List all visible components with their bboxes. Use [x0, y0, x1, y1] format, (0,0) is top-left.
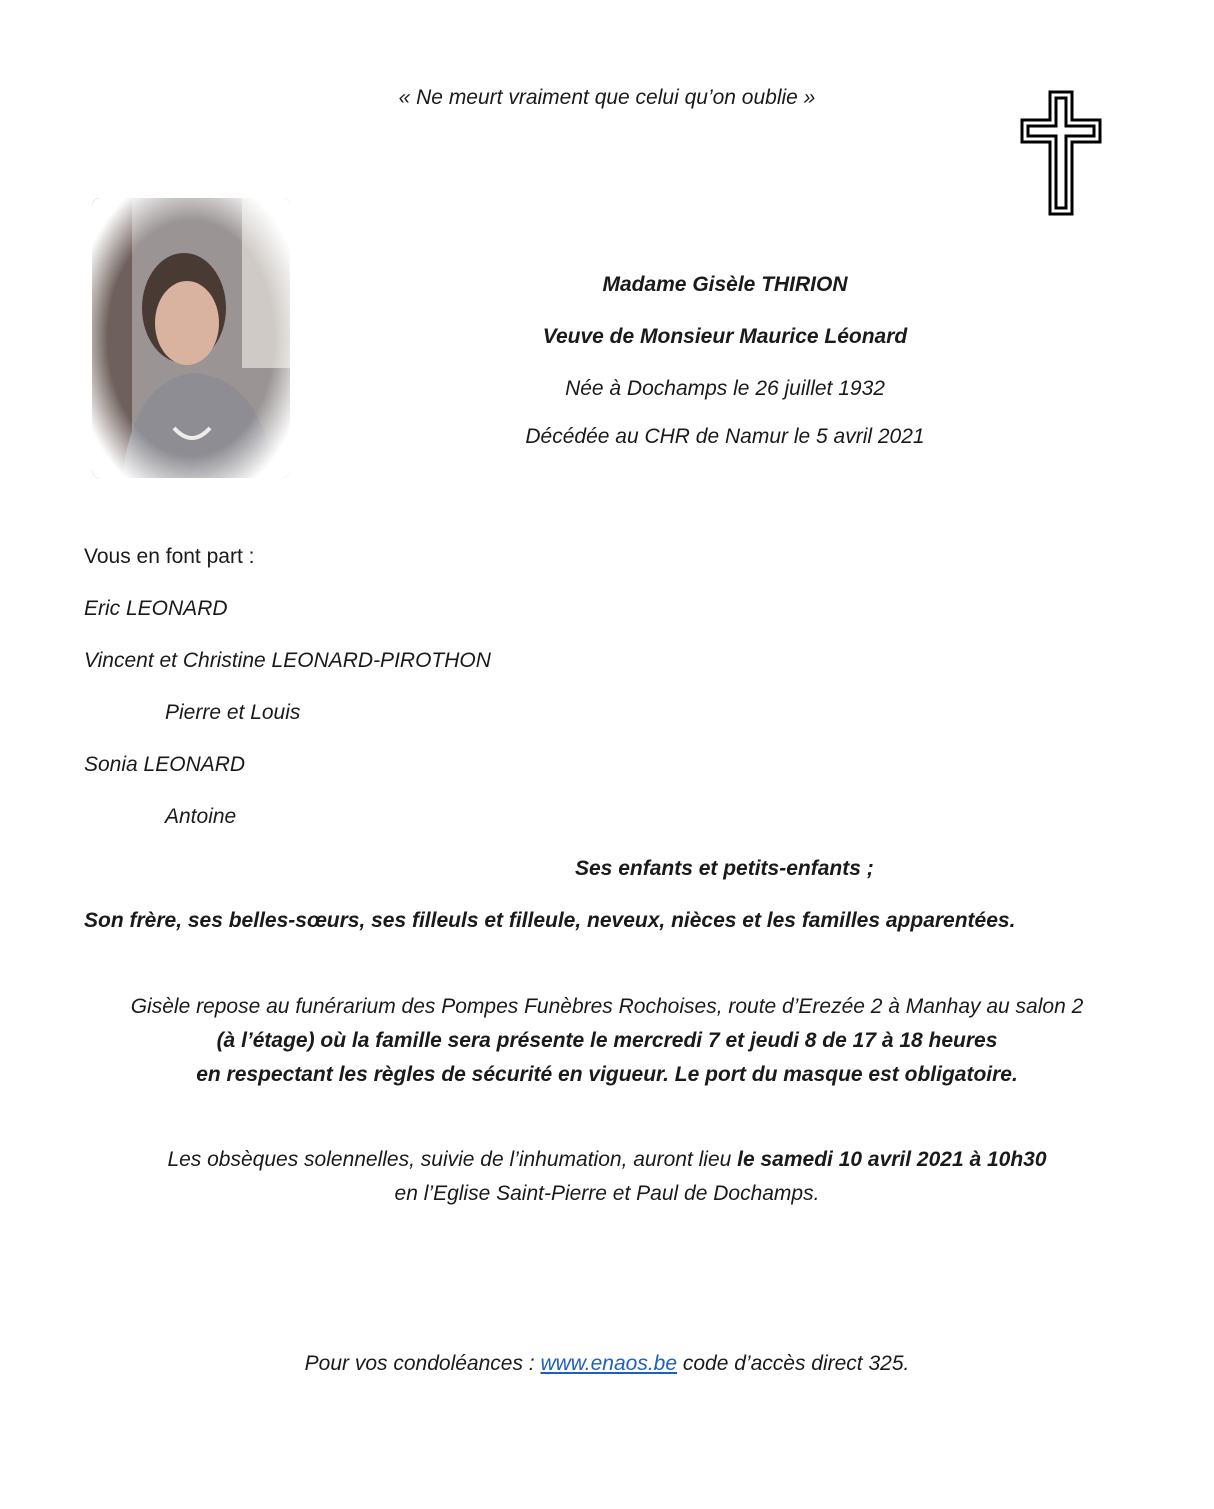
family-member: Vincent et Christine LEONARD-PIROTHON: [84, 649, 491, 672]
visitation-line-3: en respectant les règles de sécurité en vigueur. Le port du masque est obligatoire.: [196, 1063, 1018, 1086]
funeral-line: [0, 1148, 1214, 1172]
family-member: Antoine: [165, 805, 237, 828]
relatives-line: Son frère, ses belles-sœurs, ses filleuls et filleule, neveux, nièces et les familles apparentées.: [84, 909, 1016, 932]
condolences-suffix: code d’accès direct 325.: [677, 1352, 910, 1375]
spouse-line: Veuve de Monsieur Maurice Léonard: [542, 325, 908, 348]
birth-line: Née à Dochamps le 26 juillet 1932: [565, 377, 885, 400]
deceased-name: Madame Gisèle THIRION: [602, 273, 848, 296]
family-member: Eric LEONARD: [84, 597, 228, 620]
condolences-line: [0, 1352, 1214, 1376]
children-line: Ses enfants et petits-enfants ;: [575, 857, 874, 880]
portrait-photo: [92, 198, 290, 478]
funeral-datetime: le samedi 10 avril 2021 à 10h30: [737, 1148, 1047, 1171]
family-member: Pierre et Louis: [165, 701, 301, 724]
funeral-location: en l’Eglise Saint-Pierre et Paul de Dochamps.: [394, 1182, 820, 1205]
visitation-line-1: Gisèle repose au funérarium des Pompes Funèbres Rochoises, route d’Erezée 2 à Manhay au salon 2: [130, 995, 1084, 1018]
visitation-line-2: (à l’étage) où la famille sera présente le mercredi 7 et jeudi 8 de 17 à 18 heures: [216, 1029, 998, 1052]
family-member: Sonia LEONARD: [84, 753, 246, 776]
announcement-intro: Vous en font part :: [84, 545, 255, 568]
condolences-prefix: Pour vos condoléances :: [304, 1352, 541, 1375]
death-line: Décédée au CHR de Namur le 5 avril 2021: [525, 425, 925, 448]
cross-icon: [1020, 90, 1102, 216]
epigraph-quote: « Ne meurt vraiment que celui qu’on oublie »: [398, 86, 816, 109]
condolences-link[interactable]: www.enaos.be: [540, 1352, 678, 1375]
funeral-text: Les obsèques solennelles, suivie de l’inhumation, auront lieu: [167, 1148, 738, 1171]
